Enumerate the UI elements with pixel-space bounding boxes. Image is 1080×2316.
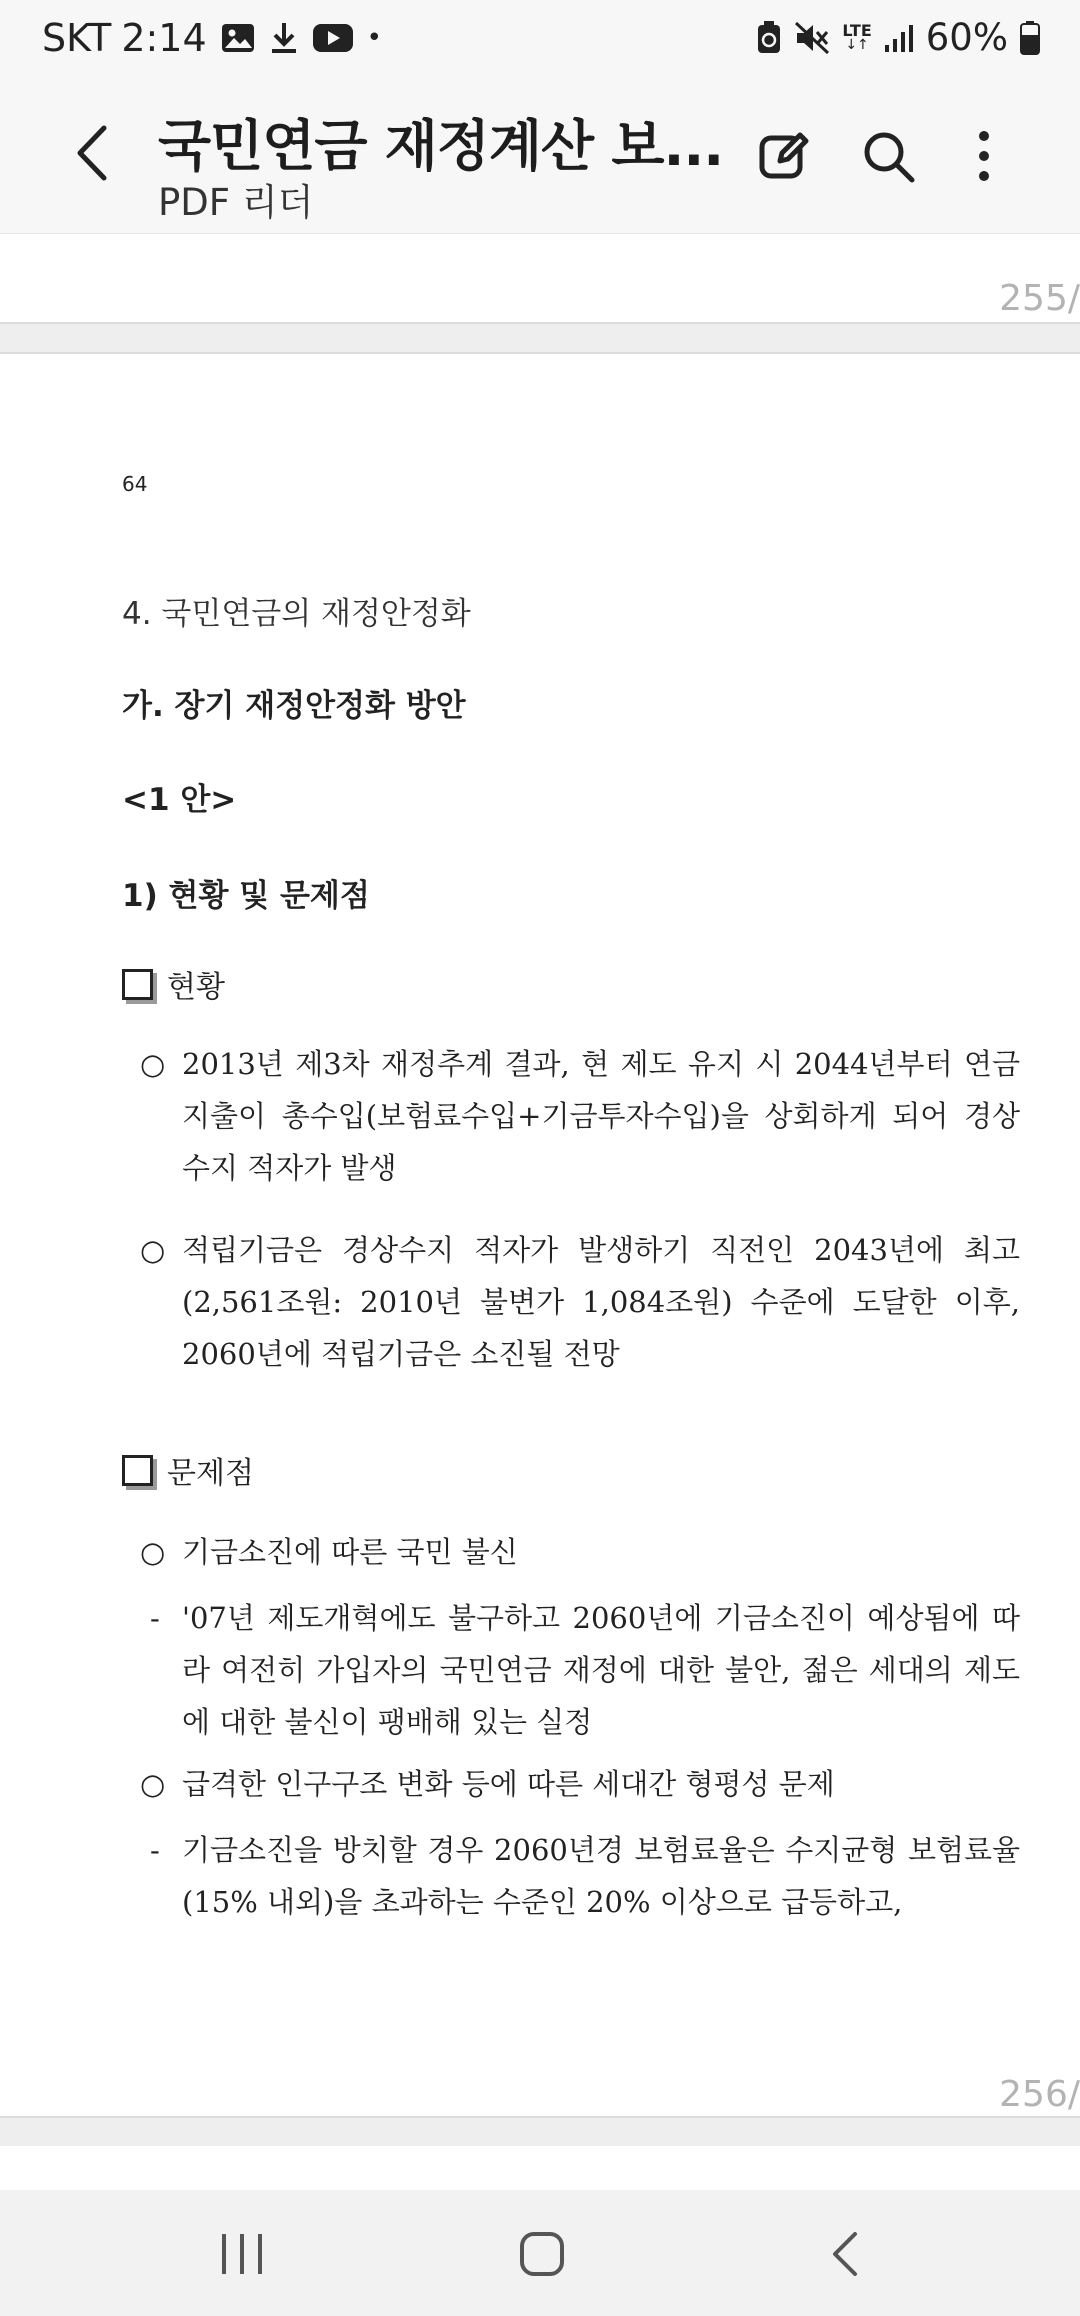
battery-percent: 60% <box>925 16 1008 59</box>
problem-point <box>140 1526 1020 1578</box>
app-subtitle: PDF 리더 <box>158 181 314 224</box>
app-bar <box>0 80 1080 234</box>
problems-heading-label: 문제점 <box>167 1456 254 1491</box>
dash-marker: - <box>150 1833 160 1867</box>
status-point-text: 적립기금은 경상수지 적자가 발생하기 직전인 2043년에 최고(2,561조원: 2010년 불변가 1,084조원) 수준에 도달한 이후, 2060년에 적립기금은 소진될 전망 <box>182 1233 1020 1371</box>
problem-point-text: 급격한 인구구조 변화 등에 따른 세대간 형평성 문제 <box>182 1767 835 1801</box>
section-title: 4. 국민연금의 재정안정화 <box>122 596 471 632</box>
subsection-title: 가. 장기 재정안정화 방안 <box>122 688 466 724</box>
more-icon[interactable] <box>946 118 1022 194</box>
mute-icon <box>794 21 830 55</box>
status-left <box>42 16 382 60</box>
bullet-marker: ○ <box>140 1047 166 1081</box>
problem-point-text: 기금소진을 방치할 경우 2060년경 보험료율은 수지균형 보험료율(15% 내외)을 초과하는 수준인 20% 이상으로 급등하고, <box>182 1833 1020 1919</box>
notification-dot: • <box>366 23 382 53</box>
status-point <box>140 1224 1020 1380</box>
search-icon[interactable] <box>850 118 926 194</box>
nav-back-icon[interactable] <box>815 2222 879 2286</box>
bullet-marker: ○ <box>140 1767 166 1801</box>
lte-label: LTE <box>842 20 872 40</box>
lte-icon <box>842 20 872 53</box>
document-title: 국민연금 재정계산 보... <box>158 114 724 178</box>
status-bar <box>0 0 1080 80</box>
page-indicator-255: 255/ <box>999 278 1080 319</box>
battery-saver-icon <box>756 21 782 55</box>
edit-icon[interactable] <box>746 118 822 194</box>
page-divider <box>0 322 1080 352</box>
problems-heading <box>122 1448 254 1492</box>
problem-point <box>140 1824 1020 1928</box>
bullet-marker: ○ <box>140 1233 166 1267</box>
pdf-page <box>0 352 1080 2116</box>
navigation-bar <box>0 2190 1080 2316</box>
back-icon[interactable] <box>60 118 130 188</box>
page-indicator-256: 256/ <box>999 2074 1080 2115</box>
page-divider <box>0 2116 1080 2146</box>
youtube-icon <box>313 23 353 53</box>
checkbox-icon <box>122 969 153 1000</box>
next-page <box>0 2146 1080 2190</box>
item-title: 1) 현황 및 문제점 <box>122 878 370 914</box>
problem-point <box>140 1758 1020 1810</box>
status-right <box>756 16 1040 59</box>
status-heading <box>122 962 225 1006</box>
bullet-marker: ○ <box>140 1535 166 1569</box>
page-number: 64 <box>122 472 148 496</box>
problem-point-text: 기금소진에 따른 국민 불신 <box>182 1535 518 1569</box>
status-point-text: 2013년 제3차 재정추계 결과, 현 제도 유지 시 2044년부터 연금지출이 총수입(보험료수입+기금투자수입)을 상회하게 되어 경상수지 적자가 발생 <box>182 1047 1020 1185</box>
dash-marker: - <box>150 1601 160 1635</box>
previous-page <box>0 234 1080 322</box>
problem-point <box>140 1592 1020 1748</box>
status-heading-label: 현황 <box>167 970 225 1005</box>
plan-label: <1 안> <box>122 782 237 818</box>
lte-arrows: ↓↑ <box>845 36 869 53</box>
status-point <box>140 1038 1020 1194</box>
checkbox-icon <box>122 1455 153 1486</box>
recent-apps-icon[interactable] <box>210 2222 274 2286</box>
gallery-icon <box>221 23 255 53</box>
signal-icon <box>884 23 914 53</box>
home-icon[interactable] <box>510 2222 574 2286</box>
problem-point-text: '07년 제도개혁에도 불구하고 2060년에 기금소진이 예상됨에 따라 여전히 가입자의 국민연금 재정에 대한 불안, 젊은 세대의 제도에 대한 불신이 팽배해 있는 실정 <box>182 1601 1020 1739</box>
battery-icon <box>1020 21 1040 55</box>
carrier: SKT <box>42 16 112 60</box>
download-icon <box>269 21 299 55</box>
clock: 2:14 <box>121 16 207 60</box>
